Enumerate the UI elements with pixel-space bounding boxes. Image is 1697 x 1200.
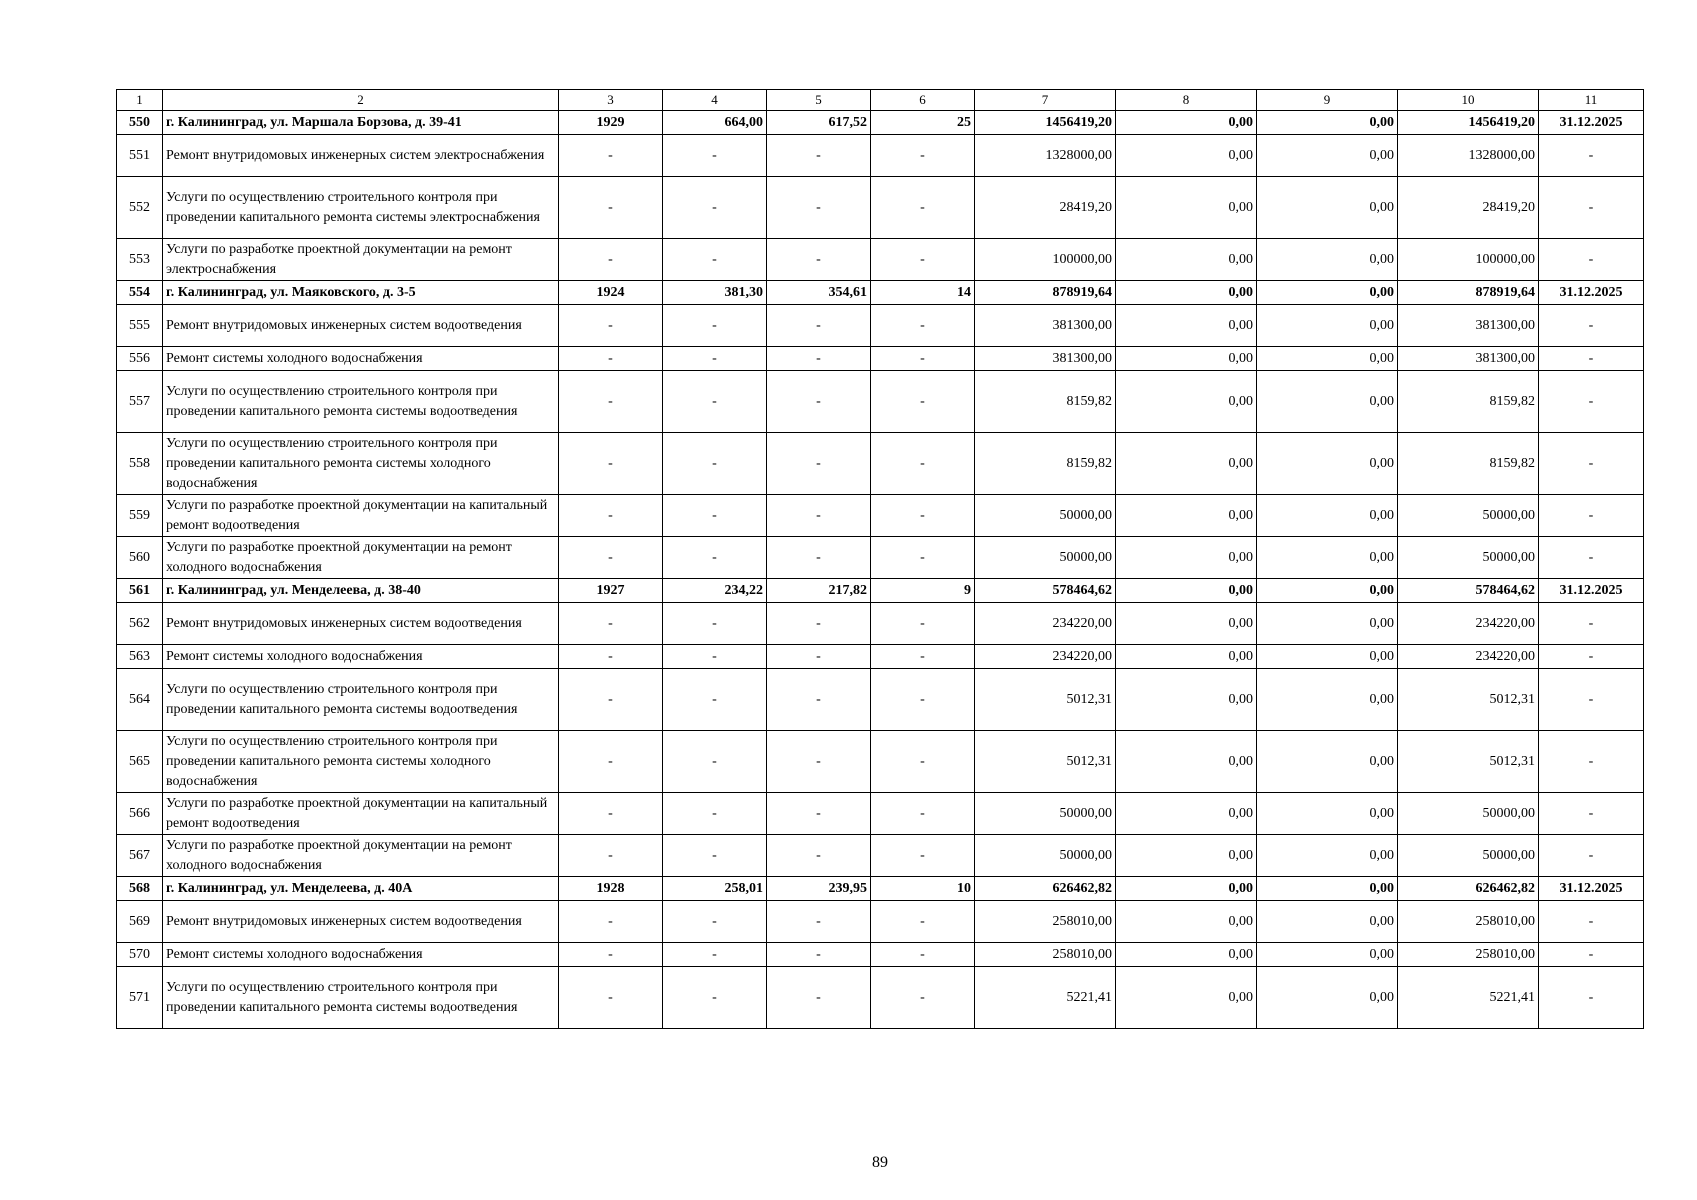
cell-col-year: -: [559, 793, 663, 835]
cell-col-total-cost: 234220,00: [975, 645, 1116, 669]
cell-col-area-living: -: [767, 669, 871, 731]
cell-col-year: -: [559, 645, 663, 669]
cell-col-fund-1: 0,00: [1116, 281, 1257, 305]
header-cell-col-name: 2: [163, 90, 559, 111]
cell-col-end-date: 31.12.2025: [1539, 877, 1644, 901]
cell-col-area-living: 617,52: [767, 111, 871, 135]
table-body: [117, 90, 1644, 1029]
cell-col-end-date: -: [1539, 793, 1644, 835]
cell-col-fund-1: 0,00: [1116, 537, 1257, 579]
cell-col-end-date: -: [1539, 537, 1644, 579]
cell-col-residents: -: [871, 177, 975, 239]
cell-col-year: 1927: [559, 579, 663, 603]
cell-col-year: -: [559, 537, 663, 579]
cell-col-year: -: [559, 943, 663, 967]
cell-col-name: Услуги по осуществлению строительного контроля при проведении капитального ремонта системы водоотведения: [163, 967, 559, 1029]
cell-col-area-total: -: [663, 135, 767, 177]
cell-col-total-cost: 8159,82: [975, 433, 1116, 495]
cell-col-fund-2: 0,00: [1257, 371, 1398, 433]
cell-col-fund-2: 0,00: [1257, 579, 1398, 603]
cell-col-total-cost: 878919,64: [975, 281, 1116, 305]
cell-col-fund-2: 0,00: [1257, 111, 1398, 135]
cell-col-row-number: 569: [117, 901, 163, 943]
cell-col-fund-1: 0,00: [1116, 305, 1257, 347]
work-item-row: [117, 239, 1644, 281]
cell-col-total-cost: 578464,62: [975, 579, 1116, 603]
cell-col-row-number: 554: [117, 281, 163, 305]
cell-col-residents: 9: [871, 579, 975, 603]
cell-col-total-cost: 8159,82: [975, 371, 1116, 433]
cell-col-residents: -: [871, 793, 975, 835]
cell-col-total-cost: 5012,31: [975, 731, 1116, 793]
cell-col-area-total: -: [663, 669, 767, 731]
cell-col-total-cost: 234220,00: [975, 603, 1116, 645]
cell-col-end-date: -: [1539, 669, 1644, 731]
cell-col-end-date: -: [1539, 177, 1644, 239]
cell-col-end-date: -: [1539, 371, 1644, 433]
cell-col-name: г. Калининград, ул. Менделеева, д. 38-40: [163, 579, 559, 603]
cell-col-fund-2: 0,00: [1257, 669, 1398, 731]
cell-col-fund-3: 234220,00: [1398, 645, 1539, 669]
cell-col-fund-1: 0,00: [1116, 347, 1257, 371]
cell-col-fund-2: 0,00: [1257, 239, 1398, 281]
cell-col-fund-3: 1328000,00: [1398, 135, 1539, 177]
cell-col-fund-3: 50000,00: [1398, 793, 1539, 835]
cell-col-year: 1928: [559, 877, 663, 901]
cell-col-area-living: -: [767, 645, 871, 669]
cell-col-name: Ремонт внутридомовых инженерных систем электроснабжения: [163, 135, 559, 177]
work-item-row: [117, 433, 1644, 495]
cell-col-fund-3: 258010,00: [1398, 943, 1539, 967]
cell-col-total-cost: 381300,00: [975, 305, 1116, 347]
cell-col-fund-1: 0,00: [1116, 177, 1257, 239]
cell-col-row-number: 567: [117, 835, 163, 877]
cell-col-residents: -: [871, 305, 975, 347]
cell-col-name: Услуги по разработке проектной документации на капитальный ремонт водоотведения: [163, 793, 559, 835]
cell-col-row-number: 570: [117, 943, 163, 967]
work-item-row: [117, 495, 1644, 537]
cell-col-area-total: -: [663, 645, 767, 669]
cell-col-area-living: -: [767, 305, 871, 347]
cell-col-fund-1: 0,00: [1116, 371, 1257, 433]
cell-col-end-date: -: [1539, 305, 1644, 347]
cell-col-fund-2: 0,00: [1257, 835, 1398, 877]
cell-col-area-living: -: [767, 537, 871, 579]
cell-col-area-living: -: [767, 835, 871, 877]
cell-col-fund-3: 578464,62: [1398, 579, 1539, 603]
cell-col-fund-3: 28419,20: [1398, 177, 1539, 239]
cell-col-total-cost: 258010,00: [975, 901, 1116, 943]
cell-col-area-total: -: [663, 731, 767, 793]
work-item-row: [117, 793, 1644, 835]
cell-col-fund-2: 0,00: [1257, 645, 1398, 669]
cell-col-end-date: -: [1539, 495, 1644, 537]
cell-col-area-total: -: [663, 239, 767, 281]
header-cell-col-fund-2: 9: [1257, 90, 1398, 111]
cell-col-name: Ремонт внутридомовых инженерных систем водоотведения: [163, 603, 559, 645]
cell-col-residents: 14: [871, 281, 975, 305]
cell-col-end-date: -: [1539, 835, 1644, 877]
cell-col-row-number: 559: [117, 495, 163, 537]
cell-col-area-living: 354,61: [767, 281, 871, 305]
cell-col-end-date: -: [1539, 943, 1644, 967]
cell-col-fund-3: 381300,00: [1398, 347, 1539, 371]
cell-col-end-date: -: [1539, 645, 1644, 669]
cell-col-residents: -: [871, 347, 975, 371]
cell-col-fund-3: 50000,00: [1398, 537, 1539, 579]
cell-col-fund-1: 0,00: [1116, 239, 1257, 281]
work-item-row: [117, 135, 1644, 177]
cell-col-area-total: -: [663, 943, 767, 967]
cell-col-year: -: [559, 901, 663, 943]
header-cell-col-fund-1: 8: [1116, 90, 1257, 111]
cell-col-area-total: -: [663, 901, 767, 943]
cell-col-fund-3: 8159,82: [1398, 371, 1539, 433]
work-item-row: [117, 371, 1644, 433]
cell-col-year: -: [559, 495, 663, 537]
header-cell-col-year: 3: [559, 90, 663, 111]
cell-col-name: Услуги по разработке проектной документации на ремонт электроснабжения: [163, 239, 559, 281]
cell-col-row-number: 566: [117, 793, 163, 835]
cell-col-end-date: 31.12.2025: [1539, 111, 1644, 135]
cell-col-row-number: 550: [117, 111, 163, 135]
cell-col-area-living: 217,82: [767, 579, 871, 603]
cell-col-area-total: -: [663, 177, 767, 239]
address-row: [117, 111, 1644, 135]
cell-col-area-total: -: [663, 835, 767, 877]
cell-col-fund-3: 8159,82: [1398, 433, 1539, 495]
cell-col-end-date: -: [1539, 239, 1644, 281]
header-cell-col-row-number: 1: [117, 90, 163, 111]
work-item-row: [117, 901, 1644, 943]
cell-col-fund-1: 0,00: [1116, 111, 1257, 135]
work-item-row: [117, 305, 1644, 347]
cell-col-fund-3: 5012,31: [1398, 731, 1539, 793]
cell-col-fund-2: 0,00: [1257, 135, 1398, 177]
cell-col-row-number: 556: [117, 347, 163, 371]
cell-col-residents: -: [871, 433, 975, 495]
cell-col-row-number: 551: [117, 135, 163, 177]
cell-col-total-cost: 381300,00: [975, 347, 1116, 371]
cell-col-name: Услуги по разработке проектной документации на капитальный ремонт водоотведения: [163, 495, 559, 537]
cell-col-end-date: 31.12.2025: [1539, 281, 1644, 305]
cell-col-area-total: -: [663, 495, 767, 537]
cell-col-fund-2: 0,00: [1257, 731, 1398, 793]
cell-col-end-date: -: [1539, 433, 1644, 495]
cell-col-name: Услуги по осуществлению строительного контроля при проведении капитального ремонта системы электроснабжения: [163, 177, 559, 239]
cell-col-fund-2: 0,00: [1257, 347, 1398, 371]
cell-col-area-total: -: [663, 537, 767, 579]
cell-col-area-living: 239,95: [767, 877, 871, 901]
cell-col-year: 1924: [559, 281, 663, 305]
cell-col-residents: -: [871, 835, 975, 877]
cell-col-area-living: -: [767, 433, 871, 495]
cell-col-name: Услуги по осуществлению строительного контроля при проведении капитального ремонта системы холодного водоснабжения: [163, 433, 559, 495]
address-row: [117, 281, 1644, 305]
address-row: [117, 579, 1644, 603]
cell-col-year: -: [559, 835, 663, 877]
cell-col-area-total: 258,01: [663, 877, 767, 901]
cell-col-fund-1: 0,00: [1116, 645, 1257, 669]
cell-col-residents: -: [871, 603, 975, 645]
cell-col-year: -: [559, 239, 663, 281]
work-item-row: [117, 177, 1644, 239]
cell-col-total-cost: 5221,41: [975, 967, 1116, 1029]
cell-col-end-date: -: [1539, 135, 1644, 177]
work-item-row: [117, 835, 1644, 877]
cell-col-fund-2: 0,00: [1257, 281, 1398, 305]
cell-col-area-total: -: [663, 967, 767, 1029]
cell-col-area-total: -: [663, 371, 767, 433]
cell-col-row-number: 558: [117, 433, 163, 495]
cell-col-year: -: [559, 967, 663, 1029]
cell-col-fund-3: 234220,00: [1398, 603, 1539, 645]
cell-col-fund-2: 0,00: [1257, 793, 1398, 835]
cell-col-fund-1: 0,00: [1116, 793, 1257, 835]
cell-col-fund-1: 0,00: [1116, 495, 1257, 537]
cell-col-fund-1: 0,00: [1116, 901, 1257, 943]
cell-col-fund-3: 100000,00: [1398, 239, 1539, 281]
cell-col-residents: -: [871, 967, 975, 1029]
cell-col-fund-1: 0,00: [1116, 877, 1257, 901]
cell-col-row-number: 557: [117, 371, 163, 433]
cell-col-fund-3: 258010,00: [1398, 901, 1539, 943]
cell-col-fund-1: 0,00: [1116, 943, 1257, 967]
cell-col-fund-2: 0,00: [1257, 177, 1398, 239]
cell-col-name: Услуги по разработке проектной документации на ремонт холодного водоснабжения: [163, 835, 559, 877]
cell-col-name: Ремонт системы холодного водоснабжения: [163, 347, 559, 371]
cell-col-area-living: -: [767, 177, 871, 239]
cell-col-end-date: -: [1539, 901, 1644, 943]
cell-col-fund-2: 0,00: [1257, 943, 1398, 967]
cell-col-area-living: -: [767, 371, 871, 433]
cell-col-row-number: 555: [117, 305, 163, 347]
cell-col-year: -: [559, 347, 663, 371]
cell-col-area-living: -: [767, 603, 871, 645]
cell-col-residents: -: [871, 239, 975, 281]
cell-col-fund-1: 0,00: [1116, 967, 1257, 1029]
cell-col-residents: -: [871, 495, 975, 537]
cell-col-area-total: -: [663, 347, 767, 371]
cell-col-total-cost: 1328000,00: [975, 135, 1116, 177]
work-item-row: [117, 967, 1644, 1029]
header-cell-col-total-cost: 7: [975, 90, 1116, 111]
cell-col-residents: -: [871, 371, 975, 433]
cell-col-residents: 25: [871, 111, 975, 135]
page-number: 89: [872, 1154, 888, 1171]
cell-col-total-cost: 1456419,20: [975, 111, 1116, 135]
cell-col-area-total: 664,00: [663, 111, 767, 135]
work-item-row: [117, 943, 1644, 967]
cell-col-fund-3: 878919,64: [1398, 281, 1539, 305]
cell-col-residents: -: [871, 731, 975, 793]
cell-col-area-living: -: [767, 793, 871, 835]
header-cell-col-residents: 6: [871, 90, 975, 111]
cell-col-total-cost: 258010,00: [975, 943, 1116, 967]
cell-col-fund-2: 0,00: [1257, 305, 1398, 347]
cell-col-fund-2: 0,00: [1257, 495, 1398, 537]
cell-col-fund-1: 0,00: [1116, 135, 1257, 177]
cell-col-fund-2: 0,00: [1257, 537, 1398, 579]
cell-col-residents: -: [871, 943, 975, 967]
cell-col-row-number: 563: [117, 645, 163, 669]
cell-col-fund-2: 0,00: [1257, 603, 1398, 645]
cell-col-end-date: 31.12.2025: [1539, 579, 1644, 603]
cell-col-fund-3: 1456419,20: [1398, 111, 1539, 135]
cell-col-total-cost: 50000,00: [975, 537, 1116, 579]
cell-col-total-cost: 626462,82: [975, 877, 1116, 901]
cell-col-fund-2: 0,00: [1257, 901, 1398, 943]
cell-col-year: -: [559, 731, 663, 793]
cell-col-fund-1: 0,00: [1116, 835, 1257, 877]
cell-col-name: г. Калининград, ул. Маршала Борзова, д. 39-41: [163, 111, 559, 135]
work-item-row: [117, 669, 1644, 731]
cell-col-year: -: [559, 135, 663, 177]
cell-col-fund-3: 5012,31: [1398, 669, 1539, 731]
cell-col-fund-3: 50000,00: [1398, 835, 1539, 877]
cell-col-fund-2: 0,00: [1257, 967, 1398, 1029]
cell-col-row-number: 561: [117, 579, 163, 603]
cell-col-year: -: [559, 603, 663, 645]
cell-col-area-total: -: [663, 433, 767, 495]
cell-col-area-living: -: [767, 901, 871, 943]
cell-col-total-cost: 28419,20: [975, 177, 1116, 239]
cell-col-fund-3: 381300,00: [1398, 305, 1539, 347]
header-cell-col-fund-3: 10: [1398, 90, 1539, 111]
cell-col-name: г. Калининград, ул. Маяковского, д. 3-5: [163, 281, 559, 305]
cell-col-residents: -: [871, 901, 975, 943]
cell-col-name: Ремонт внутридомовых инженерных систем водоотведения: [163, 901, 559, 943]
cell-col-total-cost: 50000,00: [975, 495, 1116, 537]
cell-col-name: Услуги по осуществлению строительного контроля при проведении капитального ремонта системы холодного водоснабжения: [163, 731, 559, 793]
cell-col-area-total: 234,22: [663, 579, 767, 603]
cell-col-fund-2: 0,00: [1257, 433, 1398, 495]
cell-col-row-number: 565: [117, 731, 163, 793]
cell-col-total-cost: 100000,00: [975, 239, 1116, 281]
cell-col-year: -: [559, 433, 663, 495]
cell-col-end-date: -: [1539, 347, 1644, 371]
cell-col-total-cost: 5012,31: [975, 669, 1116, 731]
header-cell-col-area-living: 5: [767, 90, 871, 111]
cell-col-name: г. Калининград, ул. Менделеева, д. 40А: [163, 877, 559, 901]
cell-col-fund-1: 0,00: [1116, 731, 1257, 793]
cell-col-area-living: -: [767, 967, 871, 1029]
work-item-row: [117, 645, 1644, 669]
cell-col-name: Услуги по осуществлению строительного контроля при проведении капитального ремонта системы водоотведения: [163, 371, 559, 433]
cell-col-area-living: -: [767, 135, 871, 177]
cell-col-year: -: [559, 669, 663, 731]
work-item-row: [117, 731, 1644, 793]
cell-col-year: 1929: [559, 111, 663, 135]
cell-col-end-date: -: [1539, 731, 1644, 793]
cell-col-area-total: 381,30: [663, 281, 767, 305]
header-cell-col-end-date: 11: [1539, 90, 1644, 111]
cell-col-fund-1: 0,00: [1116, 579, 1257, 603]
cell-col-residents: -: [871, 537, 975, 579]
cell-col-row-number: 552: [117, 177, 163, 239]
cell-col-fund-2: 0,00: [1257, 877, 1398, 901]
cell-col-area-living: -: [767, 347, 871, 371]
cell-col-fund-1: 0,00: [1116, 669, 1257, 731]
work-item-row: [117, 347, 1644, 371]
cell-col-total-cost: 50000,00: [975, 793, 1116, 835]
work-item-row: [117, 537, 1644, 579]
table-header-row: [117, 90, 1644, 111]
cell-col-year: -: [559, 305, 663, 347]
cell-col-residents: 10: [871, 877, 975, 901]
cell-col-row-number: 571: [117, 967, 163, 1029]
cell-col-name: Ремонт внутридомовых инженерных систем водоотведения: [163, 305, 559, 347]
cell-col-residents: -: [871, 135, 975, 177]
cell-col-name: Услуги по осуществлению строительного контроля при проведении капитального ремонта системы водоотведения: [163, 669, 559, 731]
cell-col-year: -: [559, 371, 663, 433]
header-cell-col-area-total: 4: [663, 90, 767, 111]
cell-col-area-total: -: [663, 305, 767, 347]
cell-col-area-total: -: [663, 793, 767, 835]
cell-col-area-living: -: [767, 943, 871, 967]
cell-col-row-number: 568: [117, 877, 163, 901]
cell-col-fund-1: 0,00: [1116, 433, 1257, 495]
cell-col-name: Услуги по разработке проектной документации на ремонт холодного водоснабжения: [163, 537, 559, 579]
cell-col-fund-3: 626462,82: [1398, 877, 1539, 901]
cell-col-row-number: 564: [117, 669, 163, 731]
cell-col-name: Ремонт системы холодного водоснабжения: [163, 943, 559, 967]
work-item-row: [117, 603, 1644, 645]
cell-col-fund-3: 5221,41: [1398, 967, 1539, 1029]
cell-col-row-number: 562: [117, 603, 163, 645]
cell-col-residents: -: [871, 669, 975, 731]
cell-col-end-date: -: [1539, 967, 1644, 1029]
cell-col-area-living: -: [767, 731, 871, 793]
cell-col-row-number: 553: [117, 239, 163, 281]
cell-col-fund-3: 50000,00: [1398, 495, 1539, 537]
cell-col-end-date: -: [1539, 603, 1644, 645]
cell-col-row-number: 560: [117, 537, 163, 579]
cell-col-area-living: -: [767, 239, 871, 281]
data-table: [116, 89, 1644, 1029]
cell-col-fund-1: 0,00: [1116, 603, 1257, 645]
address-row: [117, 877, 1644, 901]
cell-col-name: Ремонт системы холодного водоснабжения: [163, 645, 559, 669]
cell-col-total-cost: 50000,00: [975, 835, 1116, 877]
cell-col-area-total: -: [663, 603, 767, 645]
cell-col-residents: -: [871, 645, 975, 669]
cell-col-area-living: -: [767, 495, 871, 537]
cell-col-year: -: [559, 177, 663, 239]
